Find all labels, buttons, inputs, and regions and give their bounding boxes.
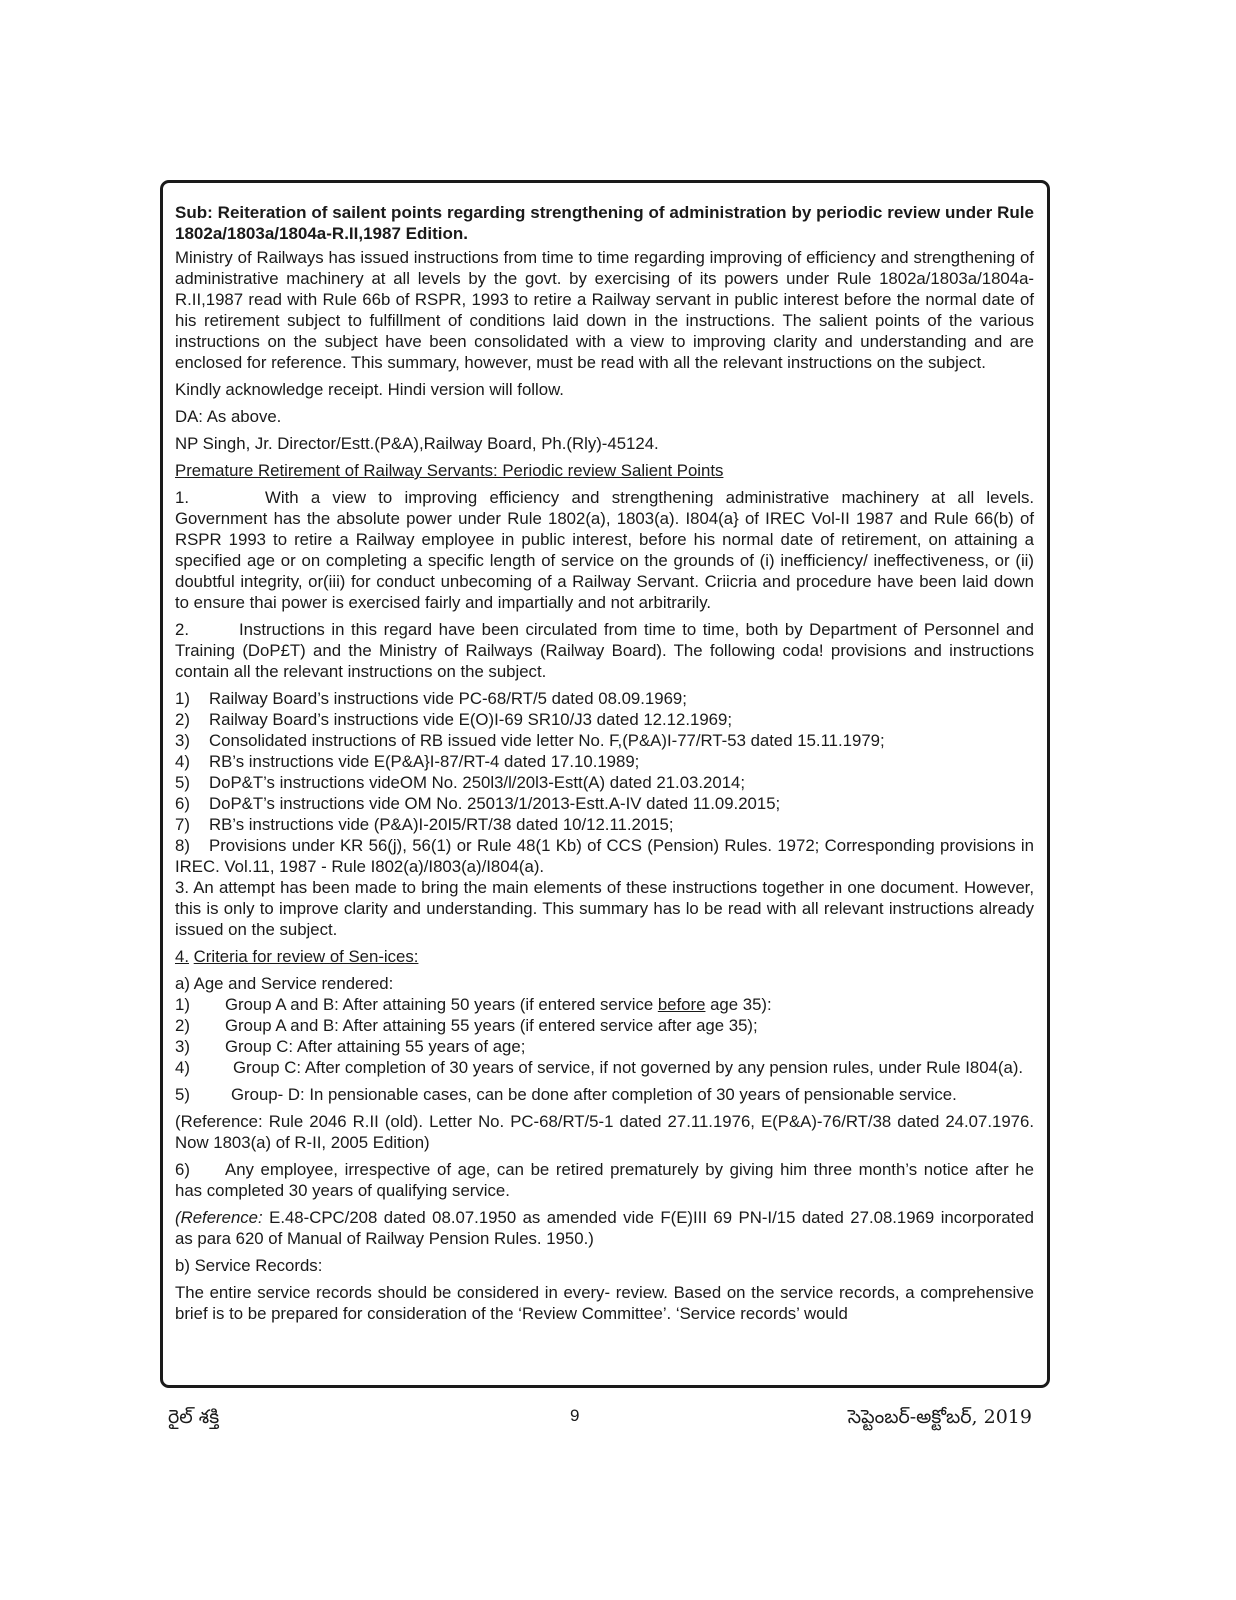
reference-2-text: E.48-CPC/208 dated 08.07.1950 as amended vide F(E)III 69 PN-I/15 dated 27.08.1969 incorporated as para 620 of Manual of Railway Pension Rules. 1950.) (175, 1208, 1034, 1248)
ref-item-text: Railway Board’s instructions vide E(O)I-69 SR10/J3 dated 12.12.1969; (209, 710, 732, 729)
age-item-text: Group C: After completion of 30 years of service, if not governed by any pension rules, under Rule I804(a). (233, 1058, 1024, 1077)
age-item-number: 1) (175, 995, 190, 1014)
reference-2 (175, 1207, 1034, 1249)
reference-1: (Reference: Rule 2046 R.II (old). Letter No. PC-68/RT/5-1 dated 27.11.1976, E(P&A)-76/RT/38 dated 24.07.1976. Now 1803(a) of R-II, 2005 Edition) (175, 1112, 1034, 1152)
age-item-5 (175, 1084, 1034, 1105)
intro-paragraph: Ministry of Railways has issued instructions from time to time regarding improving of efficiency and strengthening of administrative machinery at all levels by the govt. by exercising of its powers under Rule 1802a/1803a/1804a-R.II,1987 read with Rule 66b of RSPR, 1993 to retire a Railway servant in public interest before the normal date of his retirement subject to fulfillment of conditions laid down in the instructions. The salient points of the various instructions on the subject have been consolidated with a view to improving clarity and understanding and are enclosed for reference. This summary, however, must be read with all the relevant instructions on the subject. (175, 248, 1034, 372)
item-6-text: Any employee, irrespective of age, can be retired prematurely by giving him three month’s notice after he has completed 30 years of qualifying service. (175, 1160, 1034, 1200)
section-4-title: Criteria for review of Sen-ices: (193, 947, 419, 966)
service-records-heading: b) Service Records: (175, 1256, 323, 1275)
ref-item (175, 688, 1034, 709)
ref-item-number: 6) (175, 794, 190, 813)
age-heading: a) Age and Service rendered: (175, 974, 394, 993)
item-6 (175, 1159, 1034, 1201)
section-4-number: 4. (175, 947, 189, 966)
ref-item (175, 751, 1034, 772)
ref-item-text: DoP&T’s instructions vide OM No. 25013/1/2013-Estt.A-IV dated 11.09.2015; (209, 794, 781, 813)
footer-issue-date: సెప్టెంబర్-అక్టోబర్, 2019 (847, 1406, 1032, 1428)
age-item-underlined: before (657, 995, 706, 1014)
ref-item (175, 835, 1034, 877)
age-item-text: Group C: After attaining 55 years of age; (225, 1037, 526, 1056)
ref-item-number: 4) (175, 752, 190, 771)
ref-item-text: Provisions under KR 56(j), 56(1) or Rule 48(1 Kb) of CCS (Pension) Rules. 1972; Corresponding provisions in IREC. Vol.11, 1987 - Rule I802(a)/I803(a)/I804(a). (175, 836, 1034, 876)
reference-2-label: (Reference: (175, 1208, 263, 1227)
service-records-text: The entire service records should be considered in every- review. Based on the service records, a comprehensive brief is to be prepared for consideration of the ‘Review Committee’. ‘Service records’ would (175, 1283, 1034, 1323)
ref-item-number: 7) (175, 815, 190, 834)
age-item (175, 1036, 1034, 1057)
age-item-number: 2) (175, 1016, 190, 1035)
paragraph-1 (175, 487, 1034, 613)
ref-item-number: 1) (175, 689, 190, 708)
ref-item-number: 8) (175, 836, 190, 855)
age-item (175, 1015, 1034, 1036)
ref-item-text: Railway Board’s instructions vide PC-68/RT/5 dated 08.09.1969; (209, 689, 687, 708)
signatory-line: NP Singh, Jr. Director/Estt.(P&A),Railway Board, Ph.(Rly)-45124. (175, 434, 659, 453)
age-item (175, 1057, 1034, 1078)
age-item-number: 3) (175, 1037, 190, 1056)
document-body (175, 202, 1034, 1330)
age-item-text: Group A and B: After attaining 55 years (if entered service after age 35); (225, 1016, 758, 1035)
ref-item (175, 772, 1034, 793)
ref-item-number: 3) (175, 731, 190, 750)
age-item-number: 4) (175, 1058, 190, 1077)
ref-item-number: 2) (175, 710, 190, 729)
ref-item (175, 730, 1034, 751)
content-frame (160, 180, 1050, 1388)
paragraph-2 (175, 619, 1034, 682)
ref-item (175, 814, 1034, 835)
age-item-text: Group A and B: After attaining 50 years (if entered service (225, 995, 658, 1014)
ref-item-text: DoP&T’s instructions videOM No. 250l3/l/20l3-Estt(A) dated 21.03.2014; (209, 773, 746, 792)
ref-item-number: 5) (175, 773, 190, 792)
section-heading: Premature Retirement of Railway Servants: Periodic review Salient Points (175, 461, 724, 480)
ref-item-text: RB’s instructions vide (P&A)I-20I5/RT/38 dated 10/12.11.2015; (209, 815, 674, 834)
ref-item (175, 709, 1034, 730)
section-4-heading (175, 946, 1034, 967)
subject-line: Sub: Reiteration of sailent points regarding strengthening of administration by periodic review under Rule 1802a/1803a/1804a-R.II,1987 Edition. (175, 203, 1034, 243)
da-line: DA: As above. (175, 407, 282, 426)
age-item (175, 994, 1034, 1015)
ref-item (175, 793, 1034, 814)
page-footer (0, 1406, 1236, 1436)
paragraph-1-number: 1. (175, 488, 189, 507)
footer-page-number: 9 (570, 1406, 580, 1425)
ref-item-text: RB’s instructions vide E(P&A}I-87/RT-4 dated 17.10.1989; (209, 752, 640, 771)
paragraph-2-number: 2. (175, 620, 189, 639)
paragraph-2-text: Instructions in this regard have been circulated from time to time, both by Department of Personnel and Training (DoP£T) and the Ministry of Railways (Railway Board). The following coda! provisions and instructions contain all the relevant instructions on the subject. (175, 620, 1034, 681)
paragraph-3: 3. An attempt has been made to bring the main elements of these instructions together in one document. However, this is only to improve clarity and understanding. This summary has lo be read with all relevant instructions already issued on the subject. (175, 878, 1034, 939)
paragraph-1-text: With a view to improving efficiency and strengthening administrative machinery at all levels. Government has the absolute power under Rule 1802(a), 1803(a). I804(a} of IREC Vol-II 1987 and Rule 66(b) of RSPR 1993 to retire a Railway employee in public interest, before his normal date of retirement, on attaining a specified age or on completing a specific length of service on the grounds of (i) inefficiency/ ineffectiveness, or (ii) doubtful integrity, or(iii) for conduct unbecoming of a Railway Servant. Criicria and procedure have been laid down to ensure thai power is exercised fairly and impartially and not arbitrarily. (175, 488, 1034, 612)
item-6-number: 6) (175, 1160, 190, 1179)
ref-item-text: Consolidated instructions of RB issued vide letter No. F,(P&A)I-77/RT-53 dated 15.11.1979; (209, 731, 885, 750)
acknowledge-line: Kindly acknowledge receipt. Hindi version will follow. (175, 380, 564, 399)
age-item-text: Group- D: In pensionable cases, can be done after completion of 30 years of pensionable service. (231, 1085, 957, 1104)
age-item-text-end: age 35): (705, 995, 772, 1014)
age-item-number: 5) (175, 1085, 190, 1104)
footer-magazine-name: రైల్ శక్తి (168, 1406, 220, 1428)
